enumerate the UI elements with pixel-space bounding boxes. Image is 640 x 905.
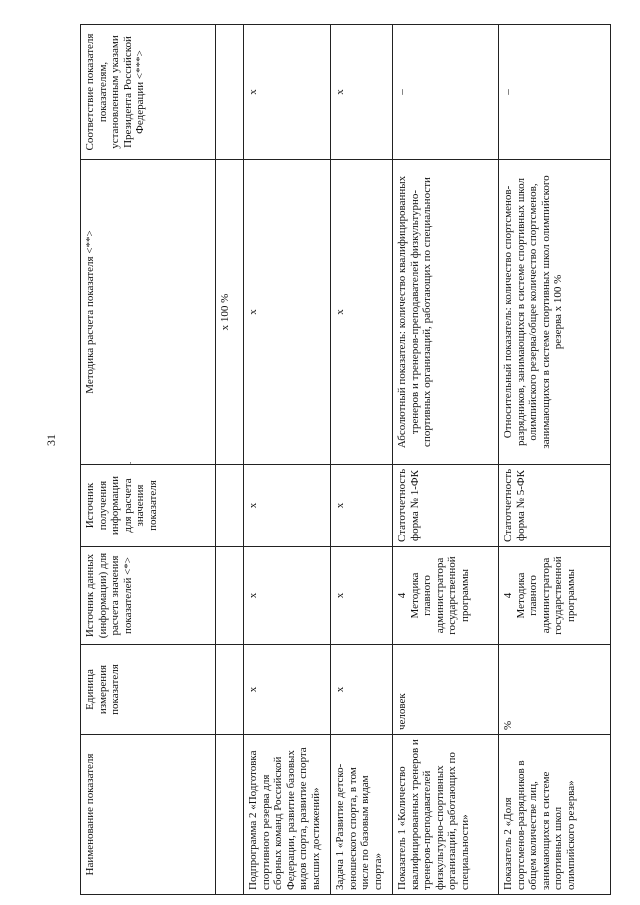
header-name: Наименование показателя [81, 735, 216, 895]
cell-compliance [216, 25, 244, 160]
table-row [331, 25, 393, 895]
cell-data-source: х [244, 547, 331, 645]
cell-unit: % [499, 645, 611, 735]
cell-method: х [244, 160, 331, 465]
method-text: Методика главного администратора государственной программы [408, 556, 471, 635]
cell-compliance: – [393, 25, 499, 160]
cell-name: Показатель 1 «Количество квалифицированных тренеров и тренеров-преподавателей физкультурно-спортивных организаций, работающих по специальности» [393, 735, 499, 895]
cell-name [216, 735, 244, 895]
table-row [244, 25, 331, 895]
indicator-table-area [80, 25, 610, 895]
cell-info-source: Статотчетность форма № 5-ФК [499, 465, 611, 547]
header-row [81, 25, 216, 895]
header-info-source: Источник получения информации для расчета значения показателя [81, 465, 216, 547]
cell-compliance: х [331, 25, 393, 160]
cell-name: Показатель 2 «Доля спортсменов-разрядников в общем количестве лиц, занимающихся в системе спортивных школ олимпийского резерва» [499, 735, 611, 895]
method-number: 4 [502, 592, 514, 599]
cell-info-source: х [244, 465, 331, 547]
table-row [499, 25, 611, 895]
cell-method: х [331, 160, 393, 465]
cell-info-source [216, 465, 244, 547]
page-number: 31 [44, 434, 58, 446]
header-unit: Единица измерения показателя [81, 645, 216, 735]
scan-dot: · [129, 458, 132, 468]
header-compliance: Соответствие показателя показателям, установленным указами Президента Российской Федерации <***> [81, 25, 216, 160]
cell-data-source [499, 547, 611, 645]
cell-name: Подпрограмма 2 «Подготовка спортивного резерва для сборных команд Российской Федерации, развитие базовых видов спорта, развитие спорта высших достижений» [244, 735, 331, 895]
table-row [216, 25, 244, 895]
header-data-source: Источник данных (информации) для расчета значения показателей <*> [81, 547, 216, 645]
cell-unit: х [331, 645, 393, 735]
cell-method: х 100 % [216, 160, 244, 465]
cell-name: Задача 1 «Развитие детско-юношеского спорта, в том числе по базовым видам спорта» [331, 735, 393, 895]
cell-data-source [393, 547, 499, 645]
cell-unit: человек [393, 645, 499, 735]
header-method: Методика расчета показателя <**> [81, 160, 216, 465]
table-row [393, 25, 499, 895]
cell-unit [216, 645, 244, 735]
cell-compliance: х [244, 25, 331, 160]
cell-info-source: х [331, 465, 393, 547]
cell-data-source [216, 547, 244, 645]
cell-unit: х [244, 645, 331, 735]
method-number: 4 [396, 592, 408, 599]
cell-method: Абсолютный показатель: количество квалифицированных тренеров и тренеров-преподавателей физкультурно-спортивных организаций, работающих по специальности [393, 160, 499, 465]
method-text: Методика главного администратора государственной программы [514, 556, 577, 635]
rotated-table-container [80, 25, 610, 895]
cell-info-source: Статотчетность форма № 1-ФК [393, 465, 499, 547]
indicators-table [80, 24, 611, 895]
cell-data-source: х [331, 547, 393, 645]
cell-compliance: – [499, 25, 611, 160]
cell-method: Относительный показатель: количество спортсменов-разрядников, занимающихся в системе спортивных школ олимпийского резерва/общее количество спортсменов, занимающихся в системе спортивных школ олимпийского резерва х 100 % [499, 160, 611, 465]
